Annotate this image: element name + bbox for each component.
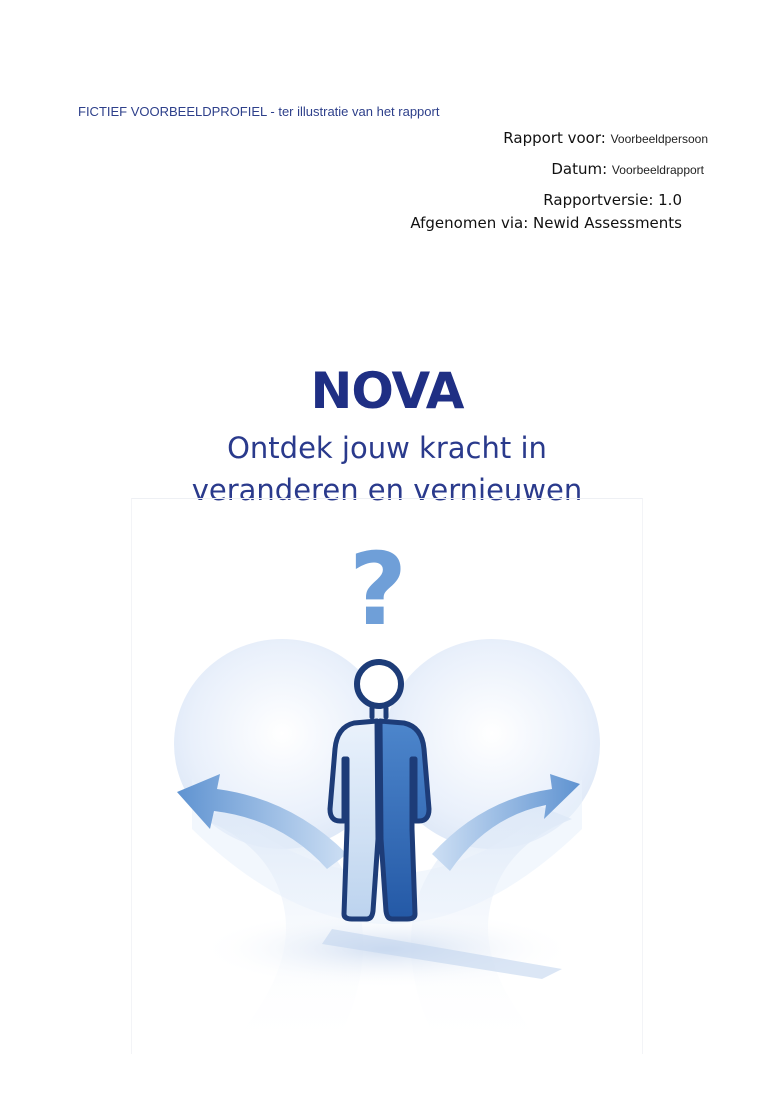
- taken-via: Afgenomen via: Newid Assessments: [410, 214, 682, 232]
- report-version: Rapportversie: 1.0: [543, 191, 682, 209]
- question-mark-icon: ?: [348, 531, 408, 648]
- cover-title: NOVA: [310, 362, 464, 420]
- cover-subtitle-line2: veranderen en vernieuwen: [191, 473, 583, 507]
- cover-subtitle-line1: Ontdek jouw kracht in: [227, 431, 547, 465]
- crossroads-person-illustration: [132, 499, 642, 1054]
- report-for-value: Voorbeeldpersoon: [610, 132, 708, 146]
- date-value: Voorbeeldrapport: [611, 163, 704, 177]
- date-line: [551, 160, 704, 178]
- cover-illustration: [131, 498, 643, 1054]
- report-for-label: Rapport voor:: [503, 129, 611, 147]
- disclaimer-text: FICTIEF VOORBEELDPROFIEL - ter illustratie van het rapport: [78, 104, 440, 119]
- report-for-line: [503, 129, 708, 147]
- date-label: Datum:: [551, 160, 612, 178]
